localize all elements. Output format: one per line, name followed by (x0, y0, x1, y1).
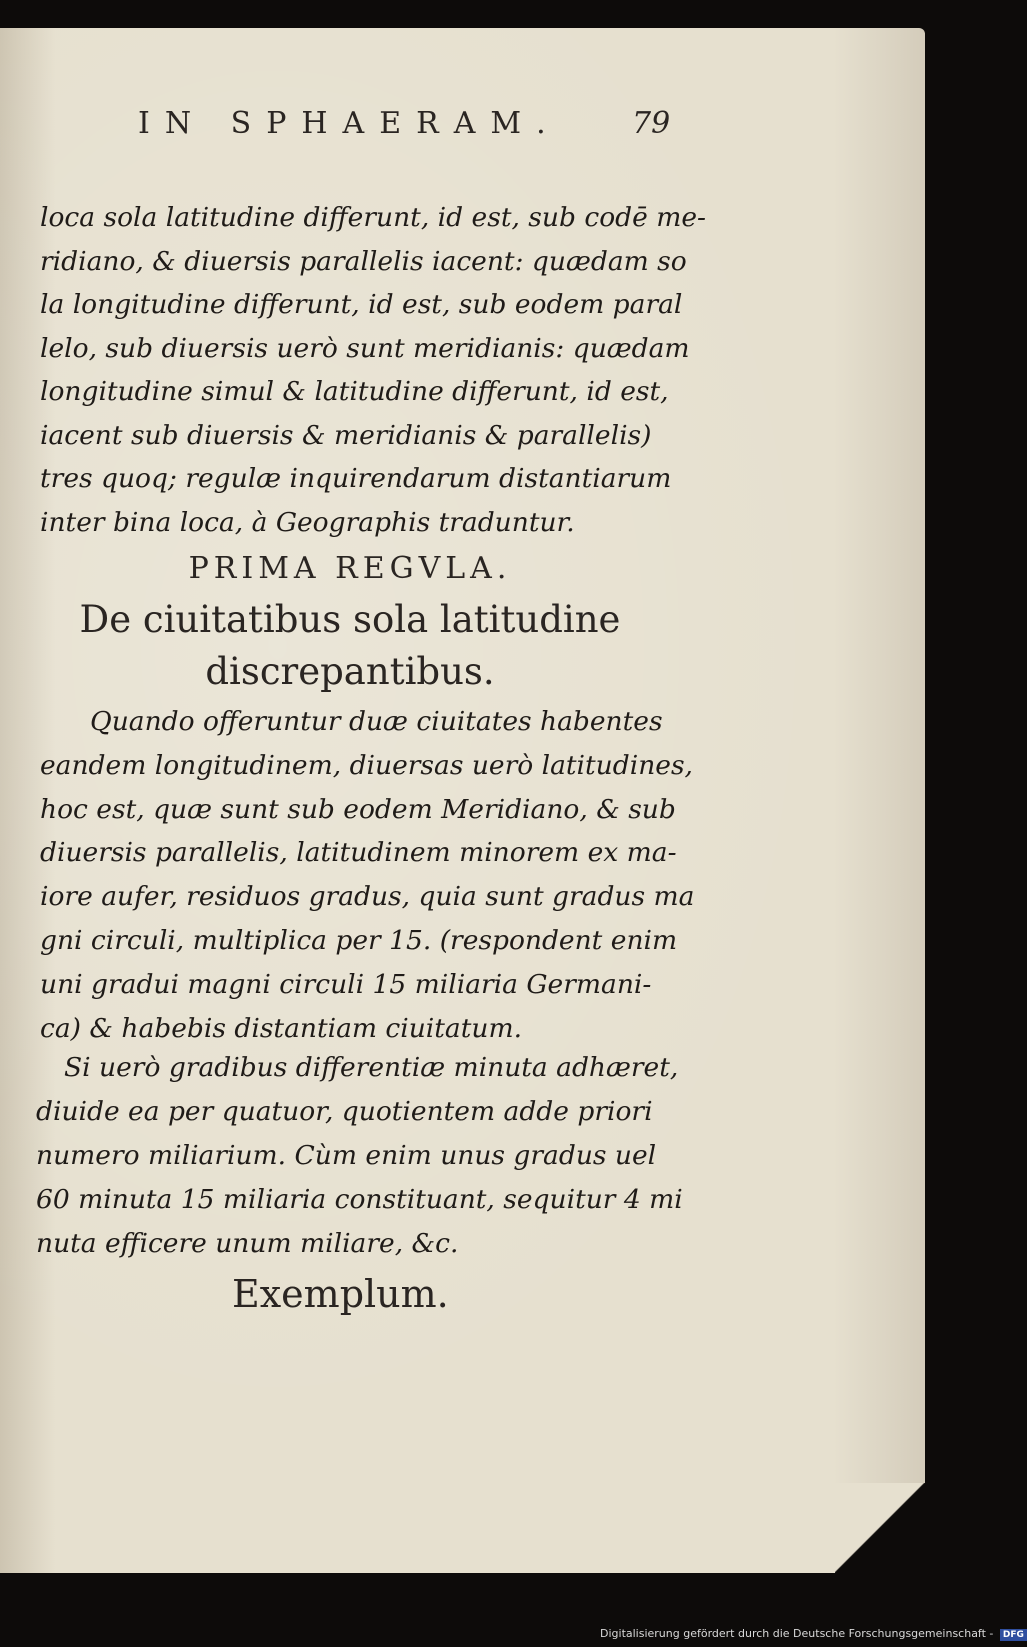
text-line: la longitudine differunt, id est, sub eodem paral (40, 289, 683, 320)
paragraph-2 (36, 1046, 683, 1266)
text-line: loca sola latitudine differunt, id est, sub codē me- (40, 202, 706, 233)
text-line: iacent sub diuersis & meridianis & parallelis) (40, 419, 652, 451)
running-title: IN SPHAERAM. (138, 106, 561, 141)
text-line: lelo, sub diuersis uerò sunt meridianis: quædam (40, 332, 690, 364)
text-line: Si uerò gradibus differentiæ minuta adhæret, (64, 1052, 679, 1083)
text-line: eandem longitudinem, diuersas uerò latitudines, (40, 749, 693, 781)
text-line: inter bina loca, à Geographis traduntur. (40, 506, 575, 538)
text-line: ca) & habebis distantiam ciuitatum. (40, 1012, 522, 1044)
rule-heading: PRIMA REGVLA. (188, 551, 512, 586)
text-line: diuersis parallelis, latitudinem minorem ex ma- (40, 837, 677, 869)
credit-text: Digitalisierung gefördert durch die Deutsche Forschungsgemeinschaft - (600, 1627, 994, 1640)
text-line: uni gradui magni circuli 15 miliaria Germani- (40, 968, 652, 1000)
page-number: 79 (632, 106, 671, 141)
text-line: Quando offeruntur duæ ciuitates habentes (90, 706, 663, 737)
text-line: hoc est, quæ sunt sub eodem Meridiano, & sub (40, 793, 676, 825)
text-line: gni circuli, multiplica per 15. (respondent enim (40, 924, 678, 956)
dfg-logo: DFG (1000, 1629, 1027, 1641)
paragraph-1 (40, 700, 695, 1050)
text-line: 60 minuta 15 miliaria constituant, sequitur 4 mi (36, 1184, 683, 1215)
digitization-credit (600, 1627, 1027, 1641)
rule-title (0, 594, 700, 698)
text-line: numero miliarium. Cùm enim unus gradus uel (36, 1140, 657, 1171)
rule-title-line: discrepantibus. (205, 650, 495, 693)
body-text (40, 196, 706, 544)
text-line: ridiano, & diuersis parallelis iacent: quædam so (40, 245, 687, 277)
catchword: Exemplum. (232, 1272, 449, 1316)
text-line: diuide ea per quatuor, quotientem adde priori (36, 1096, 653, 1127)
rule-title-line: De ciuitatibus sola latitudine (79, 598, 621, 641)
text-line: longitudine simul & latitudine differunt, id est, (40, 376, 669, 407)
text-line: nuta efficere unum miliare, &c. (36, 1228, 459, 1259)
text-line: tres quoq; regulæ inquirendarum distantiarum (40, 463, 672, 494)
text-line: iore aufer, residuos gradus, quia sunt gradus ma (40, 881, 695, 913)
book-page (0, 28, 925, 1573)
